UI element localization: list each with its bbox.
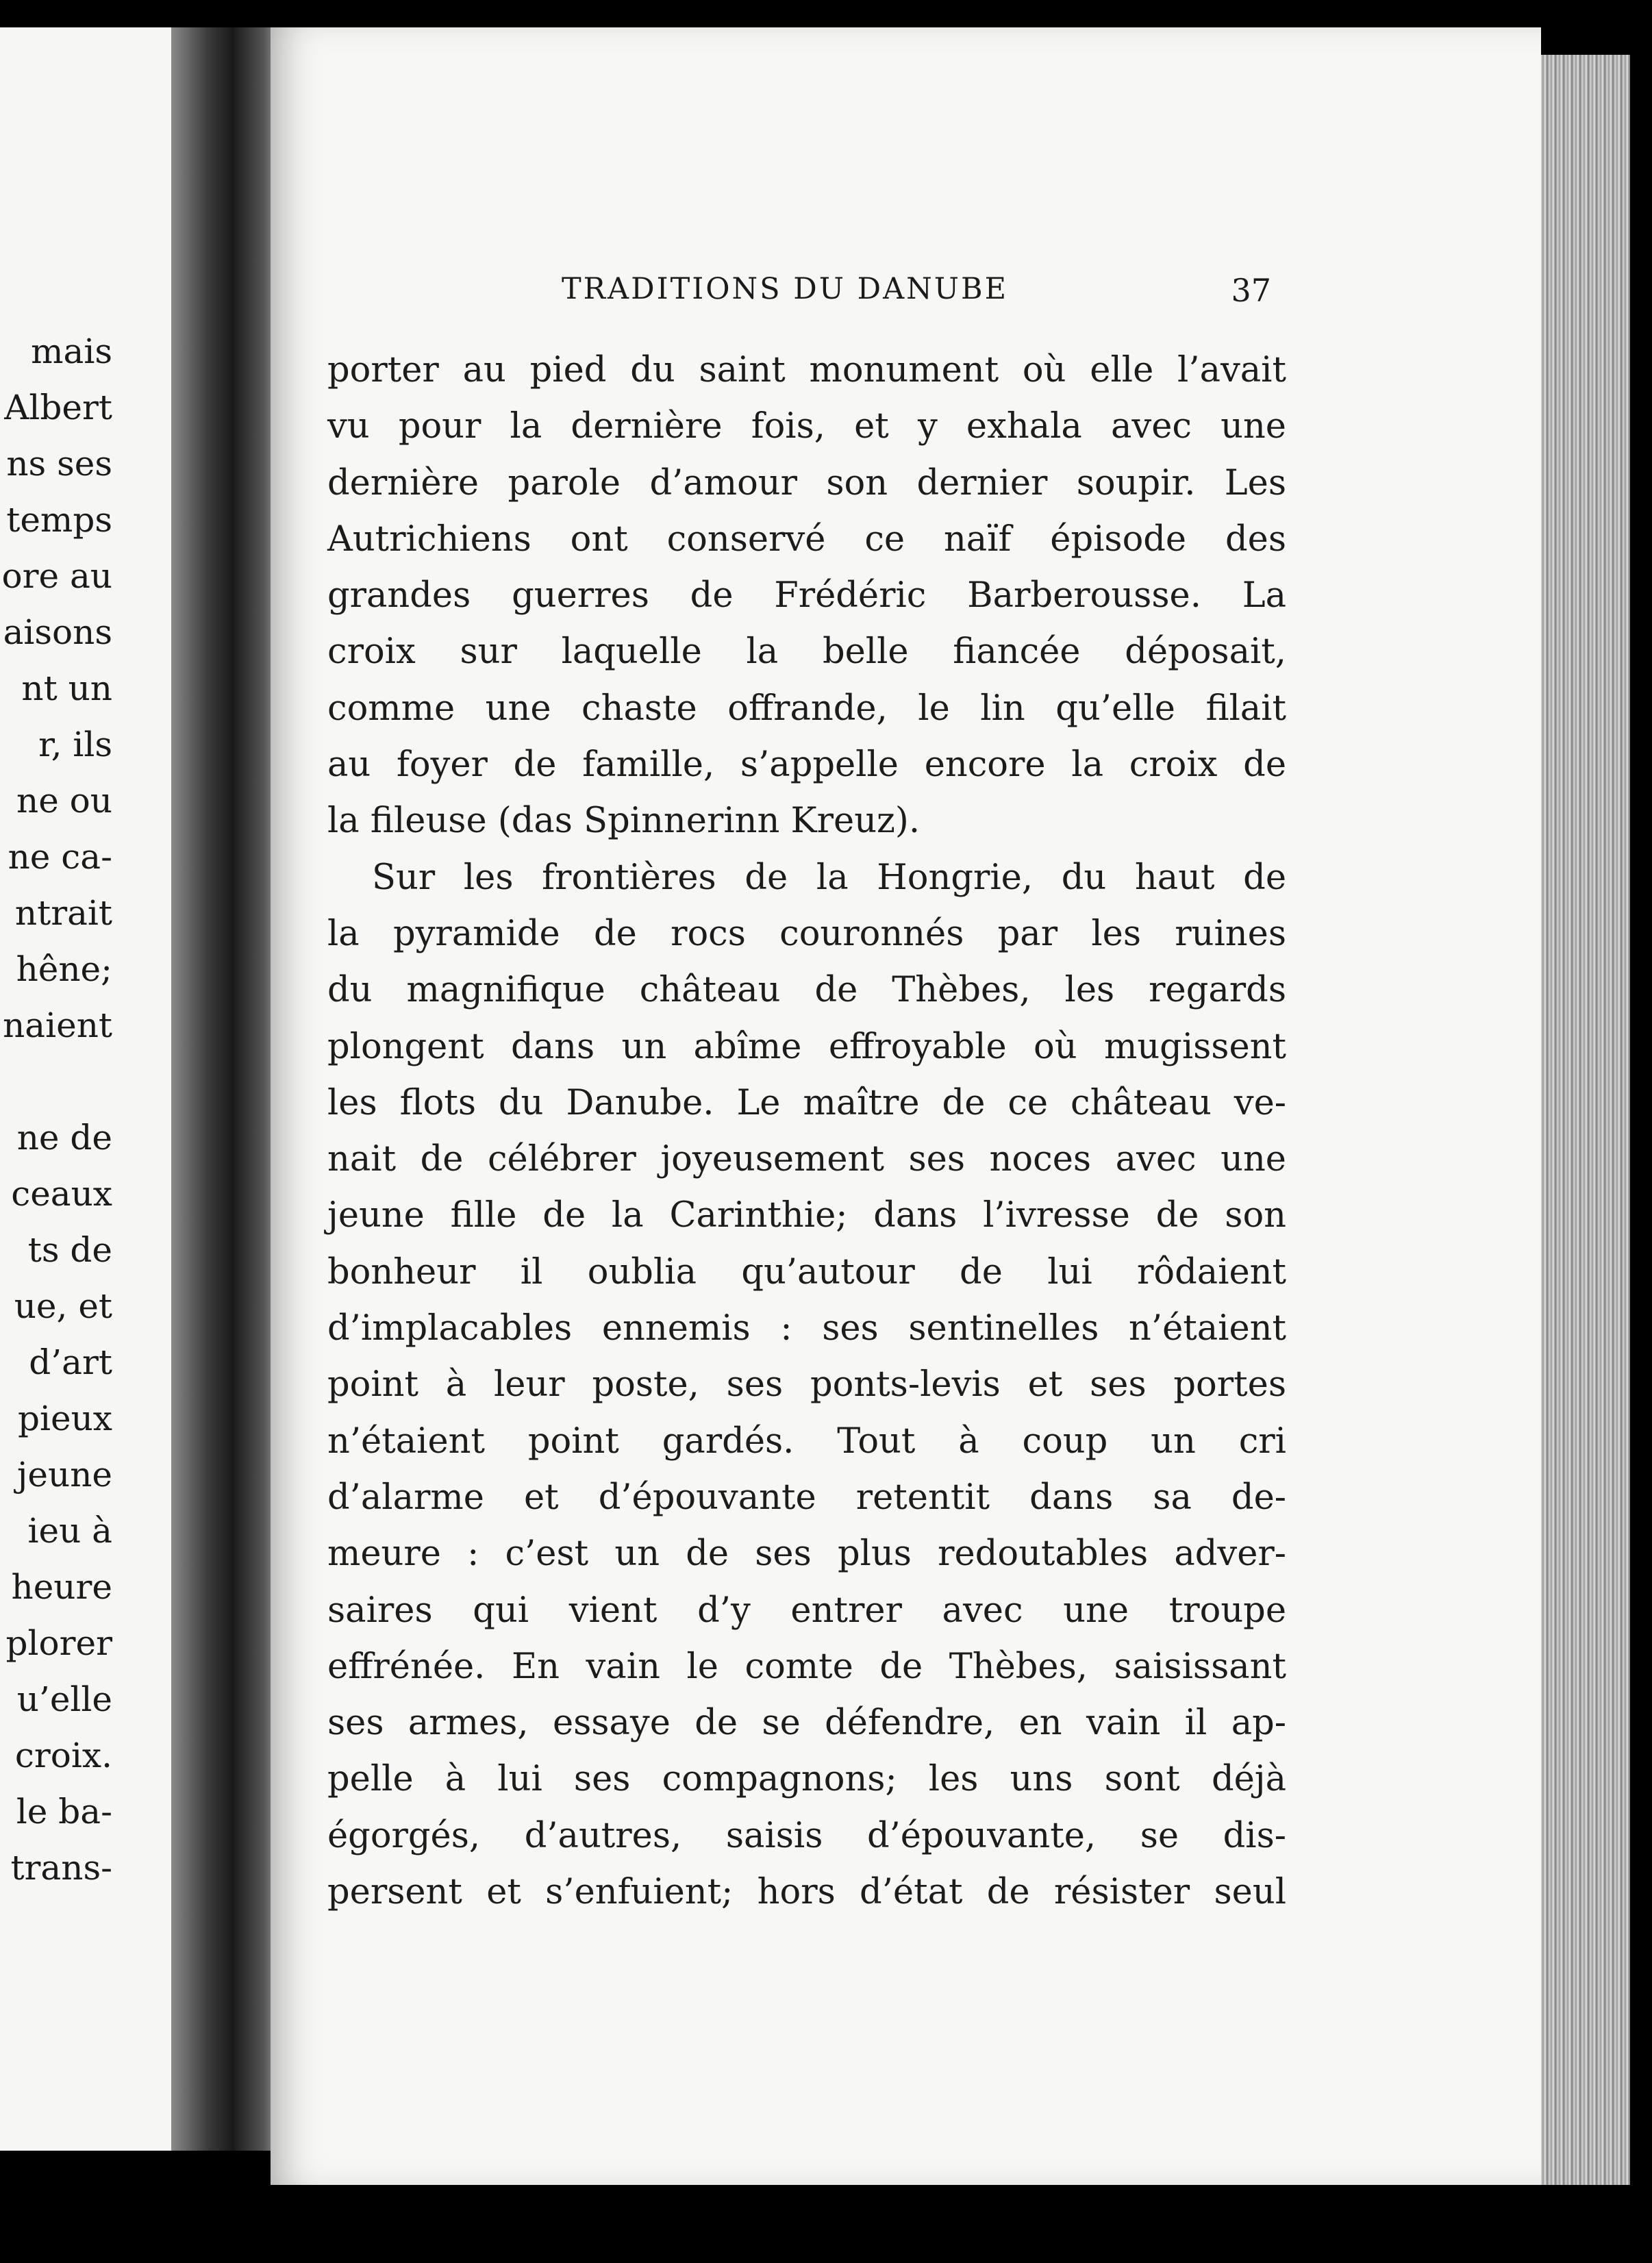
text-line: nait de célébrer joyeusement ses noces avec une — [327, 1139, 1286, 1180]
text-line: croix sur laquelle la belle fiancée déposait, — [327, 632, 1286, 673]
facing-line: ceaux — [11, 1174, 112, 1214]
facing-line: ne de — [16, 1118, 112, 1158]
facing-blank-line — [0, 1053, 112, 1110]
facing-line: temps — [6, 500, 112, 540]
facing-line: r, ils — [38, 725, 112, 764]
text-line: saires qui vient d’y entrer avec une troupe — [327, 1590, 1286, 1631]
text-line: Sur les frontières de la Hongrie, du haut de — [372, 857, 1286, 898]
running-head — [271, 272, 1271, 320]
text-line: jeune fille de la Carinthie; dans l’ivresse de son — [327, 1195, 1286, 1236]
running-head-title: TRADITIONS DU DANUBE — [562, 272, 1009, 306]
text-line: ses armes, essaye de se défendre, en vain il ap- — [327, 1703, 1286, 1744]
facing-line: plorer — [5, 1623, 112, 1663]
facing-line: Albert — [4, 388, 112, 427]
facing-line: mais — [31, 332, 112, 371]
text-line: persent et s’enfuient; hors d’état de résister seul — [327, 1872, 1286, 1913]
facing-page-text — [0, 323, 112, 1896]
text-line: la pyramide de rocs couronnés par les ruines — [327, 913, 1286, 954]
text-line: du magnifique château de Thèbes, les regards — [327, 970, 1286, 1011]
text-line: la fileuse (das Spinnerinn Kreuz). — [327, 801, 921, 842]
text-line: au foyer de famille, s’appelle encore la croix de — [327, 745, 1286, 786]
text-line: vu pour la dernière fois, et y exhala avec une — [327, 406, 1286, 447]
facing-line: aisons — [3, 612, 112, 652]
facing-line: ns ses — [6, 444, 112, 484]
text-line: égorgés, d’autres, saisis d’épouvante, se dis- — [327, 1815, 1286, 1856]
text-line: d’alarme et d’épouvante retentit dans sa de- — [327, 1477, 1286, 1518]
text-line: comme une chaste offrande, le lin qu’elle filait — [327, 688, 1286, 729]
text-line: effrénée. En vain le comte de Thèbes, saisissant — [327, 1646, 1286, 1687]
facing-line: ue, et — [14, 1286, 112, 1326]
page-stack-edge — [1541, 55, 1630, 2185]
text-line: porter au pied du saint monument où elle l’avait — [327, 350, 1286, 390]
facing-line: naient — [3, 1005, 112, 1045]
body-text — [327, 342, 1286, 1921]
text-line: les flots du Danube. Le maître de ce château ve- — [327, 1082, 1286, 1123]
text-line: n’étaient point gardés. Tout à coup un cri — [327, 1421, 1286, 1462]
facing-line: ts de — [27, 1230, 112, 1270]
text-line: pelle à lui ses compagnons; les uns sont déjà — [327, 1759, 1286, 1800]
facing-line: ne ca- — [8, 837, 112, 877]
facing-page — [0, 27, 171, 2151]
facing-line: hêne; — [16, 949, 112, 989]
text-line: plongent dans un abîme effroyable où mugissent — [327, 1026, 1286, 1067]
facing-line: jeune — [16, 1455, 112, 1495]
facing-line: trans- — [10, 1848, 112, 1888]
text-line: dernière parole d’amour son dernier soupir. Les — [327, 462, 1286, 503]
facing-line: ne ou — [16, 781, 112, 821]
facing-line: d’art — [29, 1342, 112, 1382]
text-line: bonheur il oublia qu’autour de lui rôdaient — [327, 1251, 1286, 1292]
facing-line: heure — [11, 1567, 112, 1607]
facing-line: pieux — [18, 1399, 112, 1438]
page-number: 37 — [1231, 272, 1271, 309]
facing-line: ore au — [1, 556, 112, 596]
facing-line: nt un — [21, 668, 112, 708]
text-line: meure : c’est un de ses plus redoutables adver- — [327, 1534, 1286, 1575]
facing-line: ieu à — [27, 1511, 112, 1551]
facing-line: le ba- — [16, 1792, 112, 1831]
text-line: point à leur poste, ses ponts-levis et ses portes — [327, 1364, 1286, 1405]
text-line: d’implacables ennemis : ses sentinelles n’étaient — [327, 1308, 1286, 1349]
text-line: grandes guerres de Frédéric Barberousse. La — [327, 575, 1286, 616]
facing-line: ntrait — [14, 893, 112, 933]
facing-line: u’elle — [16, 1679, 112, 1719]
facing-line: croix. — [14, 1736, 112, 1775]
text-line: Autrichiens ont conservé ce naïf épisode des — [327, 518, 1286, 560]
